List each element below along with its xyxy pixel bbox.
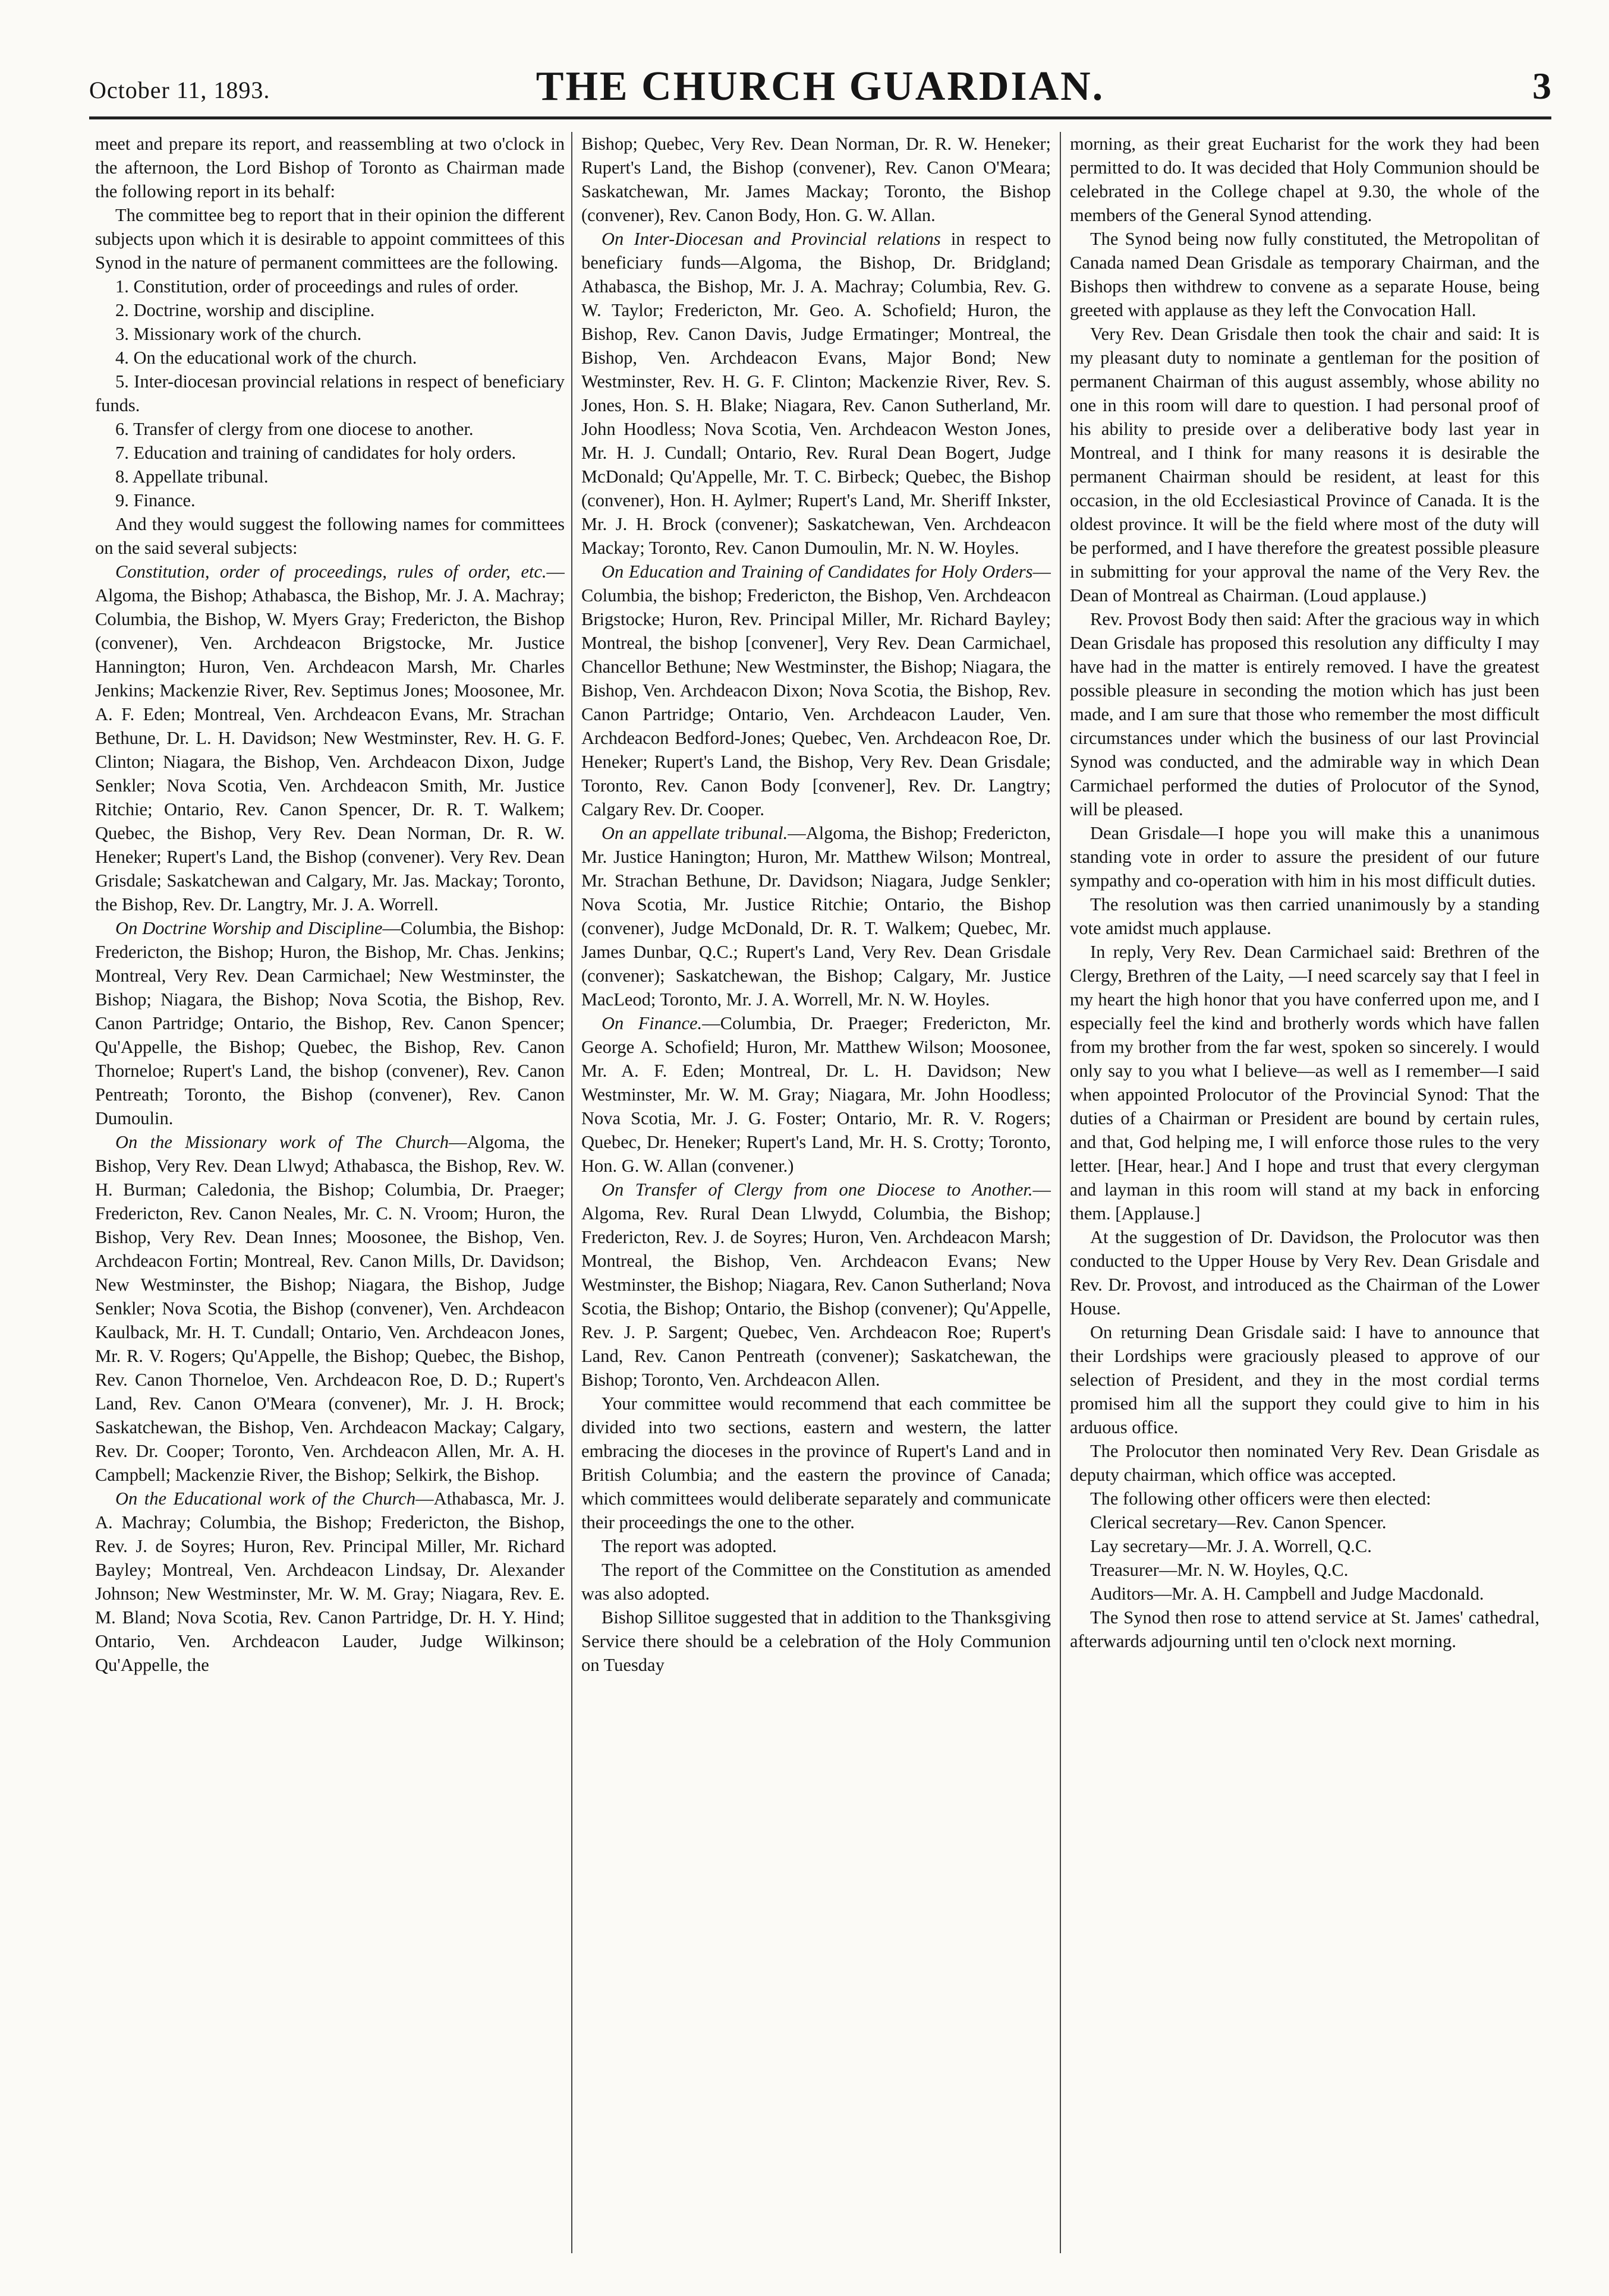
article-paragraph: [95, 203, 565, 275]
article-paragraph: [95, 322, 565, 346]
article-paragraph: [95, 346, 565, 370]
paragraph-text: 4. On the educational work of the church.: [115, 348, 417, 368]
committee-heading: On Finance.: [602, 1013, 703, 1033]
masthead-rule: [89, 116, 1551, 119]
paragraph-text: —Columbia, Dr. Praeger; Fredericton, Mr. George A. Schofield; Huron, Mr. Matthew Wilson; Moosonee, Mr. A. F. Eden; Montreal, Dr. L. H. Davidson; New Westminster, Mr. W. M. Gray; Niagara, Mr. John Hoodless; Nova Scotia, Mr. J. G. Foster; Ontario, Mr. R. V. Rogers; Quebec, Dr. Heneker; Rupert's Land, Mr. H. S. Crotty; Toronto, Hon. G. W. Allan (convener.): [581, 1013, 1051, 1176]
paragraph-text: At the suggestion of Dr. Davidson, the Prolocutor was then conducted to the Upper House by Very Rev. Dean Grisdale and Rev. Dr. Provost, and introduced as the Chairman of the Lower House.: [1070, 1227, 1539, 1319]
article-paragraph: [95, 1487, 565, 1677]
committee-heading: On the Educational work of the Church: [115, 1488, 416, 1509]
paragraph-text: —Algoma, the Bishop; Fredericton, Mr. Justice Hanington; Huron, Mr. Matthew Wilson; Montreal, Mr. Strachan Bethune, Dr. Davidson; Niagara, Judge Senkler; Nova Scotia, Mr. Justice Ritchie; Ontario, the Bishop (convener), Judge McDonald, Dr. R. T. Walkem; Quebec, Mr. James Dunbar, Q.C.; Rupert's Land, Very Rev. Dean Grisdale (convener); Saskatchewan, the Bishop; Calgary, Mr. Justice MacLeod; Toronto, Mr. J. A. Worrell, Mr. N. W. Hoyles.: [581, 823, 1051, 1010]
article-paragraph: [95, 132, 565, 203]
paragraph-text: in respect to beneficiary funds—Algoma, the Bishop, Dr. Bridgland; Athabasca, the Bishop, Mr. J. A. Machray; Columbia, Rev. G. W. Taylor; Fredericton, Mr. Geo. A. Schofield; Huron, the Bishop, Rev. Canon Davis, Judge Ermatinger; Montreal, the Bishop, Ven. Archdeacon Evans, Major Bond; New Westminster, Rev. H. G. F. Clinton; Mackenzie River, Rev. S. Jones, Hon. S. H. Blake; Niagara, Rev. Canon Sutherland, Mr. John Hoodless; Nova Scotia, Ven. Archdeacon Weston Jones, Mr. H. J. Cundall; Ontario, Rev. Rural Dean Bogert, Judge McDonald; Qu'Appelle, Mr. T. C. Birbeck; Quebec, the Bishop (convener), Hon. H. Aylmer; Rupert's Land, Mr. Sheriff Inkster, Mr. J. H. Brock (convener); Saskatchewan, Ven. Archdeacon Mackay; Toronto, Rev. Canon Dumoulin, Mr. N. W. Hoyles.: [581, 229, 1051, 558]
issue-date: October 11, 1893.: [89, 77, 270, 103]
paragraph-text: Dean Grisdale—I hope you will make this a unanimous standing vote in order to assure the president of our future sympathy and co-operation with him in his most difficult duties.: [1070, 823, 1539, 891]
paragraph-text: 6. Transfer of clergy from one diocese to another.: [115, 419, 474, 439]
article-paragraph: [95, 441, 565, 465]
article-paragraph: [581, 1534, 1051, 1558]
paragraph-text: The Synod then rose to attend service at St. James' cathedral, afterwards adjourning until ten o'clock next morning.: [1070, 1607, 1539, 1651]
paragraph-text: meet and prepare its report, and reassembling at two o'clock in the afternoon, the Lord Bishop of Toronto as Chairman made the following report in its behalf:: [95, 134, 565, 201]
paragraph-text: 3. Missionary work of the church.: [115, 324, 362, 344]
article-paragraph: [1070, 1606, 1539, 1653]
column-1: [95, 132, 565, 2259]
article-paragraph: [1070, 1534, 1539, 1558]
paragraph-text: The resolution was then carried unanimously by a standing vote amidst much applause.: [1070, 894, 1539, 938]
paragraph-text: 5. Inter-diocesan provincial relations in respect of beneficiary funds.: [95, 371, 565, 415]
article-paragraph: [95, 488, 565, 512]
article-paragraph: [1070, 1487, 1539, 1510]
column-2: [581, 132, 1051, 2259]
article-paragraph: [581, 1011, 1051, 1178]
paragraph-text: —Algoma, the Bishop, Very Rev. Dean Llwyd; Athabasca, the Bishop, Rev. W. H. Burman; Caledonia, the Bishop; Columbia, Dr. Praeger; Fredericton, Rev. Canon Neales, Mr. C. N. Vroom; Huron, the Bishop, Very Rev. Dean Innes; Moosonee, the Bishop, Ven. Archdeacon Fortin; Montreal, Rev. Canon Mills, Dr. Davidson; New Westminster, the Bishop; Niagara, the Bishop, Judge Senkler; Nova Scotia, the Bishop (convener), Ven. Archdeacon Kaulback, Mr. H. T. Cundall; Ontario, Ven. Archdeacon Jones, Mr. R. V. Rogers; Qu'Appelle, the Bishop; Quebec, the Bishop, Rev. Canon Thorneloe, Ven. Archdeacon Roe, D. D.; Rupert's Land, Rev. Canon O'Meara (convener), Mr. J. H. Brock; Saskatchewan, the Bishop, Ven. Archdeacon Mackay; Calgary, Rev. Dr. Cooper; Toronto, Ven. Archdeacon Allen, Mr. A. H. Campbell; Mackenzie River, the Bishop; Selkirk, the Bishop.: [95, 1132, 565, 1485]
paragraph-text: The Prolocutor then nominated Very Rev. Dean Grisdale as deputy chairman, which office was accepted.: [1070, 1441, 1539, 1485]
article-paragraph: [1070, 1558, 1539, 1582]
column-divider: [571, 132, 572, 2253]
article-paragraph: [1070, 1439, 1539, 1487]
paragraph-text: —Columbia, the bishop; Fredericton, the Bishop, Ven. Archdeacon Brigstocke; Huron, Rev. Principal Miller, Mr. Richard Bayley; Montreal, the bishop [convener], Very Rev. Dean Carmichael, Chancellor Bethune; New Westminster, the Bishop; Niagara, the Bishop, Ven. Archdeacon Dixon; Nova Scotia, the Bishop, Rev. Canon Partridge; Ontario, Ven. Archdeacon Lauder, Ven. Archdeacon Bedford-Jones; Quebec, Ven. Archdeacon Roe, Dr. Heneker; Rupert's Land, the Bishop, Very Rev. Dean Grisdale; Toronto, Rev. Canon Body [convener], Rev. Dr. Langtry; Calgary Rev. Dr. Cooper.: [581, 562, 1051, 819]
paragraph-text: The following other officers were then elected:: [1090, 1488, 1431, 1509]
paragraph-text: Bishop Sillitoe suggested that in addition to the Thanksgiving Service there should be a celebration of the Holy Communion on Tuesday: [581, 1607, 1051, 1675]
article-paragraph: [95, 560, 565, 916]
committee-heading: On Inter-Diocesan and Provincial relations: [602, 229, 941, 249]
column-divider: [1060, 132, 1061, 2253]
paragraph-text: Auditors—Mr. A. H. Campbell and Judge Macdonald.: [1090, 1584, 1484, 1604]
article-paragraph: [95, 465, 565, 488]
committee-heading: On Doctrine Worship and Discipline: [115, 918, 383, 938]
paragraph-text: 2. Doctrine, worship and discipline.: [115, 300, 375, 320]
committee-heading: On an appellate tribunal.: [602, 823, 788, 843]
paragraph-text: The report of the Committee on the Constitution as amended was also adopted.: [581, 1560, 1051, 1604]
paragraph-text: Your committee would recommend that each committee be divided into two sections, eastern and western, the latter embracing the dioceses in the province of Rupert's Land and in British Columbia; and the eastern the province of Canada; which committees would deliberate separately and communicate their proceedings the one to the other.: [581, 1393, 1051, 1532]
committee-heading: Constitution, order of proceedings, rules of order, etc.: [115, 562, 547, 582]
paragraph-text: Treasurer—Mr. N. W. Hoyles, Q.C.: [1090, 1560, 1349, 1580]
paragraph-text: On returning Dean Grisdale said: I have to announce that their Lordships were graciously pleased to approve of our selection of President, and they in the most cordial terms promised him all the support they could give to him in his arduous office.: [1070, 1322, 1539, 1437]
paragraph-text: And they would suggest the following names for committees on the said several subjects:: [95, 514, 565, 558]
paragraph-text: In reply, Very Rev. Dean Carmichael said: Brethren of the Clergy, Brethren of the Laity, —I need scarcely say that I feel in my heart the high honor that you have conferred upon me, and I especially feel the kind and brotherly words which have fallen from my brother from the far west, spoken so sincerely. I would only say to you what I believe—as well as I remember—I said when appointed Prolocutor of the Provincial Synod: That the duties of a Chairman or President are bound by certain rules, and that, God helping me, I will enforce those rules to the very letter. [Hear, hear.] And I hope and trust that every clergyman and layman in this room will stand at my back in enforcing them. [Applause.]: [1070, 942, 1539, 1223]
article-paragraph: [1070, 132, 1539, 227]
article-paragraph: [95, 417, 565, 441]
paragraph-text: 1. Constitution, order of proceedings and rules of order.: [115, 276, 519, 297]
article-paragraph: [1070, 1510, 1539, 1534]
article-paragraph: [95, 512, 565, 560]
paragraph-text: Rev. Provost Body then said: After the gracious way in which Dean Grisdale has proposed this resolution any difficulty I may have had in the matter is entirely removed. I have the greatest possible pleasure in seconding the motion which has just been made, and I am sure that those who remember the most difficult circumstances under which the business of our last Provincial Synod was conducted, and the admirable way in which Dean Carmichael performed the duties of Prolocutor of the Synod, will be pleased.: [1070, 609, 1539, 819]
paragraph-text: —Columbia, the Bishop: Fredericton, the Bishop; Huron, the Bishop, Mr. Chas. Jenkins; Montreal, Very Rev. Dean Carmichael; New Westminster, the Bishop; Niagara, the Bishop; Nova Scotia, the Bishop, Rev. Canon Partridge; Ontario, the Bishop, Rev. Canon Spencer; Qu'Appelle, the Bishop; Quebec, the Bishop, Rev. Canon Thorneloe; Rupert's Land, the bishop (convener), Rev. Canon Pentreath; Toronto, the Bishop (convener), Rev. Canon Dumoulin.: [95, 918, 565, 1128]
article-paragraph: [95, 916, 565, 1130]
newspaper-title: THE CHURCH GUARDIAN.: [536, 64, 1105, 109]
article-paragraph: [581, 821, 1051, 1011]
paragraph-text: 8. Appellate tribunal.: [115, 466, 269, 487]
paragraph-text: Lay secretary—Mr. J. A. Worrell, Q.C.: [1090, 1536, 1372, 1556]
committee-heading: On Transfer of Clergy from one Diocese to Another.: [602, 1179, 1033, 1200]
article-paragraph: [1070, 821, 1539, 892]
article-paragraph: [95, 1130, 565, 1487]
article-paragraph: [581, 560, 1051, 821]
article-paragraph: [1070, 1582, 1539, 1606]
article-paragraph: [95, 298, 565, 322]
paragraph-text: —Algoma, the Bishop; Athabasca, the Bishop, Mr. J. A. Machray; Columbia, the Bishop, W. Myers Gray; Fredericton, the Bishop (convener), Ven. Archdeacon Brigstocke, Mr. Justice Hannington; Huron, Ven. Archdeacon Marsh, Mr. Charles Jenkins; Mackenzie River, Rev. Septimus Jones; Moosonee, Mr. A. F. Eden; Montreal, Ven. Archdeacon Evans, Mr. Strachan Bethune, Dr. L. H. Davidson; New Westminster, Rev. H. G. F. Clinton; Niagara, the Bishop, Ven. Archdeacon Dixon, Judge Senkler; Nova Scotia, Ven. Archdeacon Smith, Mr. Justice Ritchie; Ontario, Rev. Canon Spencer, Dr. R. T. Walkem; Quebec, the Bishop, Very Rev. Dean Norman, Dr. R. W. Heneker; Rupert's Land, the Bishop (convener). Very Rev. Dean Grisdale; Saskatchewan and Calgary, Mr. Jas. Mackay; Toronto, the Bishop, Rev. Dr. Langtry, Mr. J. A. Worrell.: [95, 562, 565, 914]
article-paragraph: [581, 132, 1051, 227]
article-paragraph: [1070, 322, 1539, 607]
article-paragraph: [95, 275, 565, 298]
article-paragraph: [1070, 227, 1539, 322]
article-paragraph: [581, 1392, 1051, 1534]
paragraph-text: 9. Finance.: [115, 490, 196, 510]
article-paragraph: [1070, 1320, 1539, 1439]
paragraph-text: The report was adopted.: [602, 1536, 777, 1556]
article-paragraph: [581, 1558, 1051, 1606]
column-3: [1070, 132, 1539, 2259]
paragraph-text: morning, as their great Eucharist for the work they had been permitted to do. It was decided that Holy Communion should be celebrated in the College chapel at 9.30, the whole of the members of the General Synod attending.: [1070, 134, 1539, 225]
paragraph-text: Clerical secretary—Rev. Canon Spencer.: [1090, 1512, 1387, 1532]
article-paragraph: [581, 1606, 1051, 1677]
paragraph-text: Bishop; Quebec, Very Rev. Dean Norman, Dr. R. W. Heneker; Rupert's Land, the Bishop (convener), Rev. Canon O'Meara; Saskatchewan, Mr. James Mackay; Toronto, the Bishop (convener), Rev. Canon Body, Hon. G. W. Allan.: [581, 134, 1051, 225]
paragraph-text: Very Rev. Dean Grisdale then took the chair and said: It is my pleasant duty to nominate a gentleman for the position of permanent Chairman of this august assembly, whose ability no one in this room will dare to question. I had personal proof of his ability to preside over a deliberative body last year in Montreal, and I think for many reasons it is desirable the permanent Chairman should be resident, at least for this occasion, in the old Ecclesiastical Province of Canada. It is the oldest province. It will be the field where most of the duty will be performed, and I have therefore the greatest possible pleasure in submitting for your approval the name of the Very Rev. the Dean of Montreal as Chairman. (Loud applause.): [1070, 324, 1539, 605]
committee-heading: On Education and Training of Candidates for Holy Orders: [602, 562, 1033, 582]
masthead: [89, 58, 1551, 115]
article-paragraph: [1070, 940, 1539, 1225]
article-paragraph: [581, 1178, 1051, 1392]
article-paragraph: [1070, 607, 1539, 821]
paragraph-text: 7. Education and training of candidates for holy orders.: [115, 443, 517, 463]
paragraph-text: —Algoma, Rev. Rural Dean Llwydd, Columbia, the Bishop; Fredericton, Rev. J. de Soyres; Huron, Ven. Archdeacon Marsh; Montreal, the Bishop, Ven. Archdeacon Evans; New Westminster, the Bishop; Niagara, Rev. Canon Sutherland; Nova Scotia, the Bishop; Ontario, the Bishop (convener); Qu'Appelle, Rev. J. P. Sargent; Quebec, Ven. Archdeacon Roe; Rupert's Land, Rev. Canon Pentreath (convener); Saskatchewan, the Bishop; Toronto, Ven. Archdeacon Allen.: [581, 1179, 1051, 1390]
article-paragraph: [1070, 1225, 1539, 1320]
paragraph-text: —Athabasca, Mr. J. A. Machray; Columbia, the Bishop; Fredericton, the Bishop, Rev. J. de Soyres; Huron, Rev. Principal Miller, Mr. Richard Bayley; Montreal, Ven. Archdeacon Lindsay, Dr. Alexander Johnson; New Westminster, Mr. W. M. Gray; Niagara, Rev. E. M. Bland; Nova Scotia, Rev. Canon Partridge, Dr. H. Y. Hind; Ontario, Ven. Archdeacon Lauder, Judge Wilkinson; Qu'Appelle, the: [95, 1488, 565, 1675]
committee-heading: On the Missionary work of The Church: [115, 1132, 449, 1152]
article-paragraph: [95, 370, 565, 417]
paragraph-text: The Synod being now fully constituted, the Metropolitan of Canada named Dean Grisdale as temporary Chairman, and the Bishops then withdrew to convene as a separate House, being greeted with applause as they left the Convocation Hall.: [1070, 229, 1539, 320]
article-paragraph: [1070, 892, 1539, 940]
page-number: 3: [1532, 65, 1551, 107]
paragraph-text: The committee beg to report that in their opinion the different subjects upon which it is desirable to appoint committees of this Synod in the nature of permanent committees are the following.: [95, 205, 565, 273]
article-paragraph: [581, 227, 1051, 560]
